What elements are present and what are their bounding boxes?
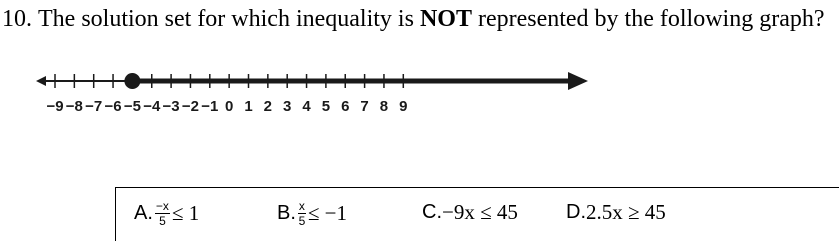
choice-b[interactable]	[277, 200, 347, 227]
choice-c-expression: −9x ≤ 45	[442, 200, 518, 224]
tick-label: 4	[302, 98, 311, 115]
choice-b-denominator: 5	[298, 214, 306, 228]
tick-label: 9	[399, 98, 408, 115]
question-text-after: represented by the following graph?	[477, 6, 825, 32]
tick-label: −7	[85, 98, 103, 115]
tick-label: 8	[379, 98, 389, 115]
tick-label: 1	[244, 98, 253, 115]
question-emphasis: NOT	[419, 6, 472, 32]
tick-label: −9	[46, 98, 64, 115]
tick-label: −5	[123, 98, 141, 115]
choice-d-letter: D.	[566, 201, 586, 223]
choice-a-numerator: −x	[155, 199, 169, 213]
choice-b-rest: ≤ −1	[307, 201, 348, 225]
tick-label: −1	[201, 98, 219, 115]
tick-label: 3	[283, 98, 292, 115]
tick-label: 0	[224, 98, 234, 115]
tick-label: −8	[65, 98, 83, 115]
tick-label: 2	[263, 98, 273, 115]
tick-label: −2	[181, 98, 200, 115]
choice-a[interactable]	[134, 200, 199, 227]
endpoint-dot	[125, 74, 139, 88]
number-line-graph	[0, 0, 600, 130]
number-line	[36, 72, 588, 115]
right-arrow-icon	[568, 72, 588, 90]
choice-b-fraction	[298, 200, 306, 227]
choice-d[interactable]	[566, 200, 666, 225]
choice-a-letter: A.	[134, 202, 153, 224]
tick-label: −6	[104, 98, 122, 115]
tick-label: 7	[360, 98, 369, 115]
answer-choices-box	[115, 187, 839, 241]
choice-b-letter: B.	[277, 202, 296, 224]
choice-b-numerator: x	[298, 199, 305, 213]
choice-a-fraction	[155, 200, 170, 227]
question-text-before: The solution set for which inequality is	[38, 6, 414, 32]
tick-label: −3	[162, 98, 180, 115]
tick-label: 6	[341, 98, 350, 115]
tick-label: 5	[321, 98, 331, 115]
left-arrow-icon	[36, 76, 46, 86]
choice-c[interactable]	[422, 200, 518, 225]
choice-c-letter: C.	[422, 201, 442, 223]
choice-a-rest: ≤ 1	[171, 201, 200, 225]
choice-d-expression: 2.5x ≥ 45	[586, 200, 666, 224]
choice-a-denominator: 5	[159, 214, 166, 228]
tick-label: −4	[143, 98, 161, 115]
question-number: 10.	[2, 6, 32, 32]
